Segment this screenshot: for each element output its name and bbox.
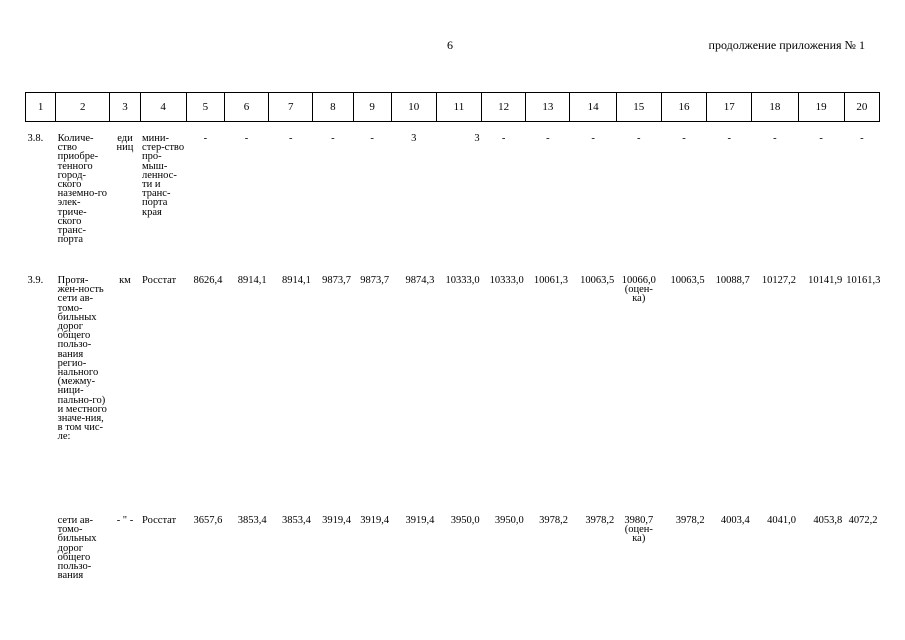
value-cell: 3: [411, 133, 417, 144]
row-unit: - " -: [116, 515, 134, 526]
value-cell: 9873,7: [360, 275, 390, 286]
value-cell: -: [819, 133, 823, 144]
value-cell: -: [370, 133, 374, 144]
value-cell: -: [331, 133, 335, 144]
table-row: [26, 274, 880, 514]
value-cell: 10061,3: [533, 275, 568, 286]
value-cell: 3657,6: [193, 515, 223, 526]
row-unit: км: [119, 275, 131, 286]
value-cell: 8626,4: [193, 275, 223, 286]
page-number: 6: [447, 38, 453, 52]
value-cell: 4053,8: [813, 515, 843, 526]
value-cell: 3978,2: [675, 515, 705, 526]
column-header: 14: [570, 93, 616, 122]
value-cell: 4072,2: [848, 515, 878, 526]
value-text: 3980,7: [624, 515, 654, 526]
value-cell: -: [203, 133, 208, 144]
column-header: 10: [391, 93, 436, 122]
column-header: 5: [186, 93, 224, 122]
column-header: 15: [616, 93, 661, 122]
value-text: 10066,0: [621, 275, 656, 286]
column-header: 16: [661, 93, 706, 122]
row-indicator-name: сети ав-томо-бильных дорог общего пользо-вания: [57, 515, 97, 582]
column-header: 20: [844, 93, 879, 122]
row-id: 3.8.: [27, 133, 44, 144]
column-header: 19: [798, 93, 844, 122]
value-cell: 3978,2: [585, 515, 615, 526]
value-cell: 10161,3: [846, 275, 881, 286]
column-header: 9: [353, 93, 391, 122]
appendix-table: [25, 92, 880, 580]
value-cell: -: [637, 133, 641, 144]
value-cell: 3: [474, 133, 480, 144]
column-header: 12: [482, 93, 526, 122]
value-cell-estimate: [616, 274, 661, 514]
value-cell: -: [288, 133, 293, 144]
value-cell: 10333,0: [445, 275, 480, 286]
row-id: 3.9.: [27, 275, 44, 286]
value-cell: -: [501, 133, 506, 144]
value-cell: 3919,4: [322, 515, 351, 526]
table-row: [26, 514, 880, 580]
value-cell: 9874,3: [405, 275, 435, 286]
row-unit: еди ниц: [116, 133, 134, 154]
value-cell: -: [244, 133, 249, 144]
column-header: 7: [269, 93, 313, 122]
value-cell: 3978,2: [539, 515, 568, 526]
row-indicator-name: Протя-жен-ность сети ав-томо-бильных дорог общего пользо-вания регио-нального (межму-ници-пально-го) и местного значе-ния, в том чис-ле:: [57, 275, 107, 443]
row-source: мини-стер-ство про-мыш-леннос-ти и транс-порта края: [142, 133, 185, 218]
column-header: 8: [313, 93, 353, 122]
value-cell: -: [591, 133, 595, 144]
value-cell: 8914,1: [237, 275, 267, 286]
column-header: 4: [140, 93, 186, 122]
value-cell: -: [546, 133, 550, 144]
value-cell: 4003,4: [720, 515, 750, 526]
value-cell: -: [682, 133, 686, 144]
value-cell: 3950,0: [494, 515, 524, 526]
column-number-row: [26, 93, 880, 122]
value-cell: -: [860, 133, 864, 144]
value-cell: -: [773, 133, 777, 144]
table-row: [26, 132, 880, 274]
row-indicator-name: Количе-ство приобре-тенного город-ского наземно-го элек-триче-ского транс-порта: [57, 133, 108, 246]
column-header: 1: [26, 93, 56, 122]
value-cell: 8914,1: [281, 275, 311, 286]
row-source: Росстат: [142, 515, 177, 526]
column-header: 6: [224, 93, 268, 122]
column-header: 11: [436, 93, 481, 122]
value-cell-estimate: [616, 514, 661, 580]
value-cell: 10063,5: [670, 275, 705, 286]
value-cell: 3919,4: [405, 515, 435, 526]
value-cell: -: [727, 133, 731, 144]
value-cell: 4041,0: [767, 515, 796, 526]
row-id: [26, 514, 56, 580]
value-cell: 3853,4: [237, 515, 267, 526]
estimate-note: (оцен-ка): [624, 524, 653, 545]
column-header: 2: [56, 93, 110, 122]
value-cell: 10063,5: [580, 275, 615, 286]
column-header: 13: [526, 93, 570, 122]
value-cell: 10088,7: [715, 275, 750, 286]
column-header: 18: [752, 93, 798, 122]
value-cell: 3919,4: [360, 515, 390, 526]
row-source: Росстат: [142, 275, 177, 286]
column-header: 17: [707, 93, 752, 122]
value-cell: 9873,7: [322, 275, 351, 286]
continuation-label: продолжение приложения № 1: [708, 38, 865, 52]
value-cell: 10333,0: [489, 275, 524, 286]
value-cell: 3950,0: [450, 515, 480, 526]
value-cell: 3853,4: [281, 515, 311, 526]
value-cell: 10127,2: [761, 275, 796, 286]
value-cell: 10141,9: [808, 275, 843, 286]
column-header: 3: [110, 93, 140, 122]
estimate-note: (оцен-ка): [624, 284, 653, 305]
